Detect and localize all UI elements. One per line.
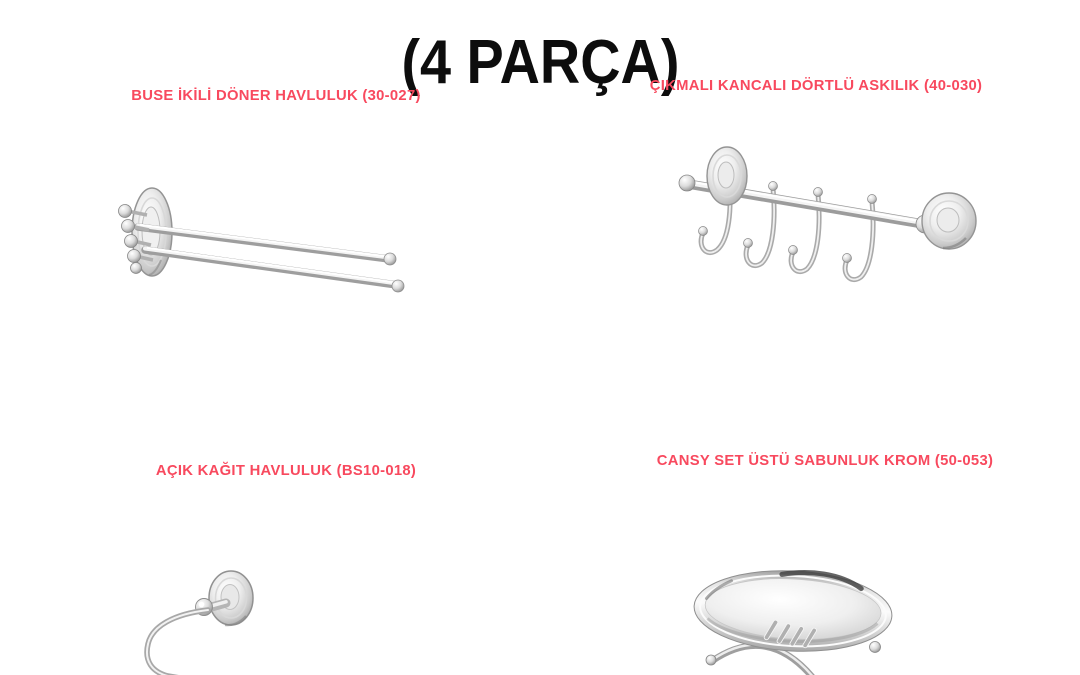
hook-top-ball-2 [769, 182, 778, 191]
product-label-open-paper-towel-holder: AÇIK KAĞIT HAVLULUK (BS10-018) [155, 463, 417, 479]
product-label-countertop-soap-dish: CANSY SET ÜSTÜ SABUNLUK KROM (50-053) [656, 453, 994, 469]
product-photo-four-hook-rack [678, 136, 983, 291]
wall-mount-right [922, 193, 976, 249]
product-photo-open-paper-towel-holder [128, 548, 363, 675]
product-photo-double-swivel-towel-holder [105, 175, 415, 305]
soap-dish-foot [870, 642, 881, 653]
soap-dish-tray [692, 566, 894, 656]
product-photo-countertop-soap-dish [688, 553, 923, 675]
hook-top-ball-4 [868, 195, 877, 204]
page-title-text: (4 PARÇA) [401, 27, 679, 97]
towel-bar-upper [138, 225, 396, 265]
wall-plate [209, 571, 253, 625]
hook-top-ball-3 [814, 188, 823, 197]
product-label-double-swivel-towel-holder: BUSE İKİLİ DÖNER HAVLULUK (30-027) [131, 88, 421, 104]
wall-mount-left [707, 147, 747, 205]
product-label-four-hook-rack: ÇIKMALI KANCALI DÖRTLÜ ASKILIK (40-030) [649, 78, 983, 94]
paper-wire-loop [147, 610, 208, 675]
